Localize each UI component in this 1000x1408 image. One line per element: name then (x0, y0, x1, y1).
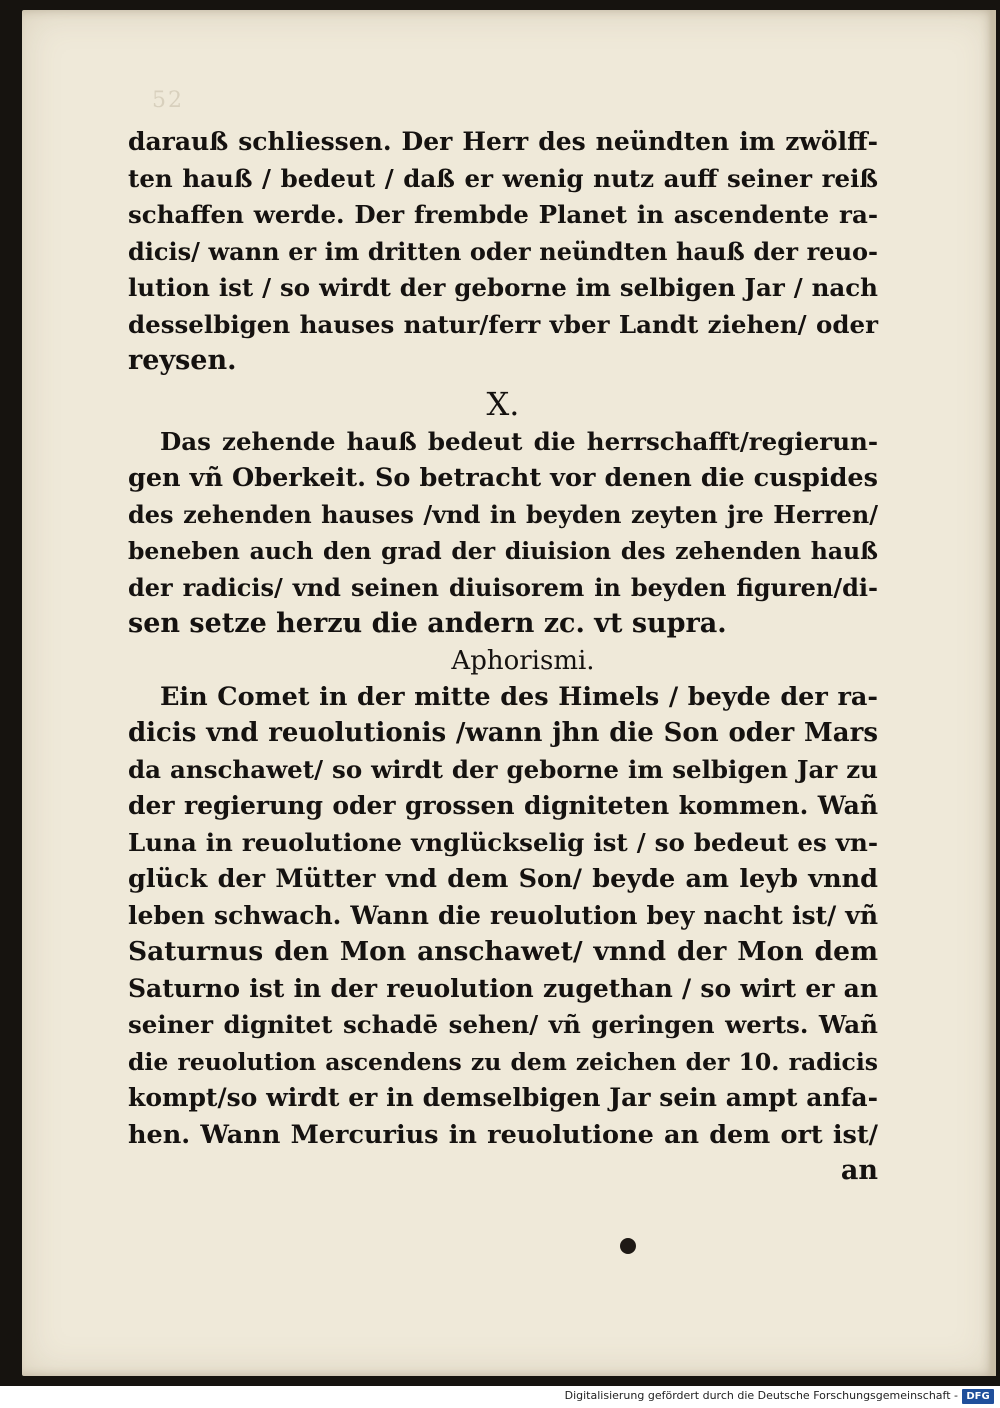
text-line: sen setze herzu die andern zc. vt supra. (128, 608, 727, 639)
text-line: seiner dignitet schadē sehen/ vñ geringen werts. Wañ (128, 1010, 878, 1039)
text-line: Luna in reuolutione vnglückselig ist / so bedeut es vn- (128, 827, 878, 857)
page-text (128, 124, 878, 1190)
section-heading-x: X. (486, 384, 520, 423)
paragraph-middle (128, 424, 878, 643)
text-line: lution ist / so wirdt der geborne im selbigen Jar / nach (128, 273, 878, 302)
ink-spot (620, 1238, 636, 1254)
text-line: Das zehende hauß bedeut die herrschafft/regierun- (160, 426, 878, 456)
text-line: hen. Wann Mercurius in reuolutione an dem ort ist/ (128, 1119, 878, 1150)
text-line: leben schwach. Wann die reuolution bey nacht ist/ vñ (128, 900, 878, 930)
text-line: Ein Comet in der mitte des Himels / beyde der ra- (160, 681, 878, 712)
text-line: Saturnus den Mon anschawet/ vnnd der Mon dem (128, 936, 878, 967)
text-line: gen vñ Oberkeit. So betracht vor denen die cuspides (128, 463, 878, 493)
text-line: dicis/ wann er im dritten oder neündten hauß der reuo- (128, 236, 878, 266)
text-line: der radicis/ vnd seinen diuisorem in beyden figuren/di- (128, 572, 878, 602)
text-line: schaffen werde. Der frembde Planet in ascendente ra- (128, 200, 878, 229)
footer-bar (0, 1386, 1000, 1408)
text-line: ten hauß / bedeut / daß er wenig nutz auff seiner reiß (128, 163, 878, 193)
aphorismi-heading: Aphorismi. (451, 645, 595, 676)
text-line: dicis vnd reuolutionis /wann jhn die Son oder Mars (128, 718, 878, 748)
text-line: reysen. (128, 345, 237, 376)
paragraph-bottom (128, 679, 878, 1154)
text-line: die reuolution ascendens zu dem zeichen der 10. radicis (128, 1047, 878, 1076)
funding-credit: Digitalisierung gefördert durch die Deutsche Forschungsgemeinschaft - (564, 1389, 958, 1402)
text-line: da anschawet/ so wirdt der geborne im selbigen Jar zu (128, 754, 878, 784)
text-line: kompt/so wirdt er in demselbigen Jar sein ampt anfa- (128, 1083, 878, 1112)
text-line: desselbigen hauses natur/ferr vber Landt ziehen/ oder (128, 309, 878, 339)
text-line: beneben auch den grad der diuision des zehenden hauß (128, 537, 878, 565)
dfg-logo: DFG (962, 1389, 994, 1404)
text-line: glück der Mütter vnd dem Son/ beyde am leyb vnnd (128, 864, 878, 894)
text-line: des zehenden hauses /vnd in beyden zeyten jre Herren/ (128, 499, 878, 529)
folio-mark: 52 (152, 88, 184, 113)
paragraph-top (128, 124, 878, 380)
text-line: darauß schliessen. Der Herr des neündten im zwölff- (128, 127, 878, 156)
text-line: Saturno ist in der reuolution zugethan / so wirt er an (128, 973, 878, 1003)
catchword: an (840, 1155, 878, 1186)
text-line: der regierung oder grossen digniteten kommen. Wañ (128, 791, 878, 820)
